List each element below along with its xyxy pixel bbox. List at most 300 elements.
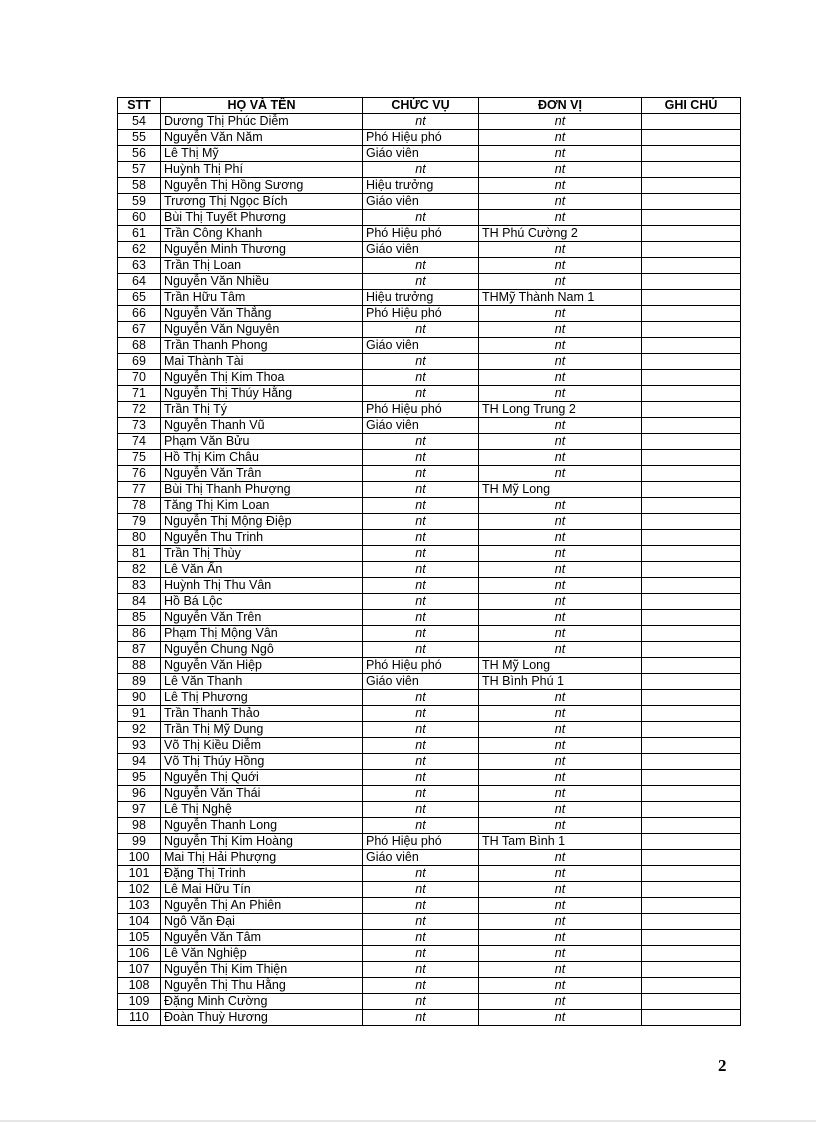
table-row — [118, 626, 741, 642]
cell-position: nt — [363, 210, 479, 226]
cell-full-name: Hồ Thị Kim Châu — [161, 450, 363, 466]
cell-stt: 101 — [118, 866, 161, 882]
cell-position: Giáo viên — [363, 338, 479, 354]
cell-full-name: Mai Thị Hải Phượng — [161, 850, 363, 866]
cell-stt: 65 — [118, 290, 161, 306]
cell-notes — [642, 530, 741, 546]
cell-stt: 75 — [118, 450, 161, 466]
cell-full-name: Nguyễn Chung Ngô — [161, 642, 363, 658]
table-row — [118, 386, 741, 402]
cell-notes — [642, 642, 741, 658]
cell-full-name: Lê Văn Thanh — [161, 674, 363, 690]
cell-position: nt — [363, 610, 479, 626]
cell-full-name: Lê Mai Hữu Tín — [161, 882, 363, 898]
table-row — [118, 834, 741, 850]
table-row — [118, 690, 741, 706]
cell-position: nt — [363, 930, 479, 946]
cell-full-name: Ngô Văn Đại — [161, 914, 363, 930]
cell-unit: nt — [479, 914, 642, 930]
cell-position: nt — [363, 482, 479, 498]
cell-position: nt — [363, 274, 479, 290]
cell-stt: 56 — [118, 146, 161, 162]
cell-notes — [642, 610, 741, 626]
cell-stt: 57 — [118, 162, 161, 178]
cell-unit: nt — [479, 978, 642, 994]
cell-unit: nt — [479, 610, 642, 626]
table-row — [118, 322, 741, 338]
cell-stt: 55 — [118, 130, 161, 146]
cell-unit: nt — [479, 930, 642, 946]
cell-position: nt — [363, 386, 479, 402]
cell-notes — [642, 130, 741, 146]
cell-notes — [642, 338, 741, 354]
cell-unit: nt — [479, 178, 642, 194]
cell-position: Phó Hiệu phó — [363, 130, 479, 146]
cell-unit: nt — [479, 882, 642, 898]
cell-full-name: Lê Văn Nghiệp — [161, 946, 363, 962]
cell-unit: nt — [479, 946, 642, 962]
cell-unit: nt — [479, 994, 642, 1010]
cell-unit: nt — [479, 194, 642, 210]
cell-position: Giáo viên — [363, 194, 479, 210]
cell-notes — [642, 802, 741, 818]
cell-full-name: Lê Thị Mỹ — [161, 146, 363, 162]
cell-full-name: Lê Thị Nghệ — [161, 802, 363, 818]
cell-position: nt — [363, 962, 479, 978]
cell-position: nt — [363, 866, 479, 882]
cell-notes — [642, 914, 741, 930]
header-row — [118, 98, 741, 114]
cell-full-name: Huỳnh Thị Thu Vân — [161, 578, 363, 594]
cell-notes — [642, 402, 741, 418]
table-row — [118, 1010, 741, 1026]
cell-notes — [642, 866, 741, 882]
table-row — [118, 274, 741, 290]
cell-unit: nt — [479, 258, 642, 274]
cell-notes — [642, 434, 741, 450]
cell-notes — [642, 706, 741, 722]
page-number: 2 — [718, 1056, 727, 1075]
cell-unit: nt — [479, 738, 642, 754]
cell-full-name: Nguyễn Thanh Long — [161, 818, 363, 834]
cell-notes — [642, 962, 741, 978]
cell-stt: 70 — [118, 370, 161, 386]
table-row — [118, 754, 741, 770]
cell-stt: 102 — [118, 882, 161, 898]
cell-notes — [642, 162, 741, 178]
cell-position: nt — [363, 562, 479, 578]
cell-unit: nt — [479, 130, 642, 146]
cell-stt: 61 — [118, 226, 161, 242]
table-row — [118, 978, 741, 994]
cell-unit: nt — [479, 466, 642, 482]
cell-stt: 94 — [118, 754, 161, 770]
cell-unit: nt — [479, 1010, 642, 1026]
cell-stt: 72 — [118, 402, 161, 418]
cell-position: nt — [363, 882, 479, 898]
cell-notes — [642, 850, 741, 866]
table-row — [118, 498, 741, 514]
cell-notes — [642, 898, 741, 914]
cell-position: nt — [363, 530, 479, 546]
cell-position: Giáo viên — [363, 146, 479, 162]
cell-notes — [642, 354, 741, 370]
cell-notes — [642, 994, 741, 1010]
cell-stt: 78 — [118, 498, 161, 514]
cell-unit: nt — [479, 370, 642, 386]
cell-position: nt — [363, 786, 479, 802]
table-row — [118, 914, 741, 930]
cell-unit: nt — [479, 818, 642, 834]
cell-notes — [642, 578, 741, 594]
cell-full-name: Nguyễn Văn Tâm — [161, 930, 363, 946]
cell-notes — [642, 482, 741, 498]
cell-stt: 58 — [118, 178, 161, 194]
table-row — [118, 594, 741, 610]
table-row — [118, 290, 741, 306]
cell-unit: TH Phú Cường 2 — [479, 226, 642, 242]
cell-full-name: Nguyễn Thu Trinh — [161, 530, 363, 546]
cell-stt: 104 — [118, 914, 161, 930]
cell-unit: nt — [479, 642, 642, 658]
table-row — [118, 658, 741, 674]
cell-unit: nt — [479, 562, 642, 578]
table-row — [118, 226, 741, 242]
table-row — [118, 562, 741, 578]
cell-stt: 99 — [118, 834, 161, 850]
cell-full-name: Trương Thị Ngọc Bích — [161, 194, 363, 210]
table-row — [118, 770, 741, 786]
cell-position: nt — [363, 354, 479, 370]
cell-position: nt — [363, 802, 479, 818]
cell-full-name: Nguyễn Văn Thái — [161, 786, 363, 802]
cell-full-name: Trần Thị Loan — [161, 258, 363, 274]
cell-full-name: Nguyễn Văn Hiệp — [161, 658, 363, 674]
cell-notes — [642, 626, 741, 642]
cell-stt: 76 — [118, 466, 161, 482]
cell-full-name: Đặng Minh Cường — [161, 994, 363, 1010]
cell-unit: TH Bình Phú 1 — [479, 674, 642, 690]
cell-stt: 60 — [118, 210, 161, 226]
table-row — [118, 802, 741, 818]
cell-notes — [642, 770, 741, 786]
cell-full-name: Dương Thị Phúc Diễm — [161, 114, 363, 130]
cell-unit: nt — [479, 338, 642, 354]
cell-position: nt — [363, 642, 479, 658]
cell-unit: nt — [479, 962, 642, 978]
cell-unit: nt — [479, 322, 642, 338]
table-row — [118, 178, 741, 194]
cell-full-name: Phạm Thị Mộng Vân — [161, 626, 363, 642]
cell-position: nt — [363, 994, 479, 1010]
table-row — [118, 642, 741, 658]
cell-position: nt — [363, 770, 479, 786]
cell-unit: nt — [479, 754, 642, 770]
cell-full-name: Trần Thị Mỹ Dung — [161, 722, 363, 738]
cell-position: nt — [363, 546, 479, 562]
cell-full-name: Trần Thanh Phong — [161, 338, 363, 354]
cell-position: nt — [363, 434, 479, 450]
cell-position: nt — [363, 258, 479, 274]
cell-stt: 100 — [118, 850, 161, 866]
cell-position: nt — [363, 978, 479, 994]
cell-full-name: Trần Thị Tý — [161, 402, 363, 418]
cell-unit: nt — [479, 578, 642, 594]
cell-stt: 88 — [118, 658, 161, 674]
cell-position: nt — [363, 898, 479, 914]
table-row — [118, 482, 741, 498]
cell-full-name: Nguyễn Thị Thu Hằng — [161, 978, 363, 994]
cell-unit: nt — [479, 162, 642, 178]
cell-full-name: Võ Thị Thúy Hồng — [161, 754, 363, 770]
cell-full-name: Trần Công Khanh — [161, 226, 363, 242]
cell-position: nt — [363, 690, 479, 706]
cell-full-name: Lê Thị Phương — [161, 690, 363, 706]
cell-stt: 87 — [118, 642, 161, 658]
cell-unit: TH Tam Bình 1 — [479, 834, 642, 850]
cell-notes — [642, 978, 741, 994]
cell-stt: 108 — [118, 978, 161, 994]
cell-full-name: Mai Thành Tài — [161, 354, 363, 370]
cell-full-name: Nguyễn Thị An Phiên — [161, 898, 363, 914]
cell-position: nt — [363, 114, 479, 130]
cell-stt: 63 — [118, 258, 161, 274]
cell-full-name: Nguyễn Thanh Vũ — [161, 418, 363, 434]
cell-stt: 97 — [118, 802, 161, 818]
cell-full-name: Đặng Thị Trinh — [161, 866, 363, 882]
cell-full-name: Nguyễn Thị Quới — [161, 770, 363, 786]
table-row — [118, 370, 741, 386]
cell-unit: nt — [479, 514, 642, 530]
cell-unit: nt — [479, 722, 642, 738]
cell-stt: 96 — [118, 786, 161, 802]
cell-notes — [642, 242, 741, 258]
cell-unit: TH Mỹ Long — [479, 658, 642, 674]
cell-position: Phó Hiệu phó — [363, 658, 479, 674]
cell-unit: nt — [479, 690, 642, 706]
cell-unit: nt — [479, 386, 642, 402]
table-row — [118, 898, 741, 914]
table-row — [118, 466, 741, 482]
cell-stt: 82 — [118, 562, 161, 578]
cell-stt: 103 — [118, 898, 161, 914]
cell-position: nt — [363, 626, 479, 642]
cell-full-name: Nguyễn Văn Thắng — [161, 306, 363, 322]
cell-full-name: Nguyễn Thị Kim Hoàng — [161, 834, 363, 850]
cell-notes — [642, 930, 741, 946]
cell-unit: nt — [479, 242, 642, 258]
cell-unit: nt — [479, 802, 642, 818]
cell-position: Phó Hiệu phó — [363, 402, 479, 418]
table-row — [118, 402, 741, 418]
cell-position: nt — [363, 914, 479, 930]
table-row — [118, 962, 741, 978]
cell-stt: 73 — [118, 418, 161, 434]
cell-unit: nt — [479, 770, 642, 786]
cell-position: Phó Hiệu phó — [363, 306, 479, 322]
table-row — [118, 738, 741, 754]
cell-notes — [642, 562, 741, 578]
cell-notes — [642, 450, 741, 466]
cell-stt: 68 — [118, 338, 161, 354]
cell-stt: 69 — [118, 354, 161, 370]
cell-unit: nt — [479, 626, 642, 642]
cell-unit: nt — [479, 306, 642, 322]
cell-stt: 81 — [118, 546, 161, 562]
cell-full-name: Nguyễn Văn Nguyên — [161, 322, 363, 338]
cell-full-name: Lê Văn Ẩn — [161, 562, 363, 578]
cell-position: nt — [363, 370, 479, 386]
cell-notes — [642, 146, 741, 162]
cell-unit: nt — [479, 594, 642, 610]
cell-notes — [642, 738, 741, 754]
cell-full-name: Nguyễn Văn Nhiều — [161, 274, 363, 290]
cell-full-name: Nguyễn Thị Kim Thiện — [161, 962, 363, 978]
cell-stt: 54 — [118, 114, 161, 130]
cell-position: nt — [363, 514, 479, 530]
table-row — [118, 706, 741, 722]
cell-notes — [642, 690, 741, 706]
cell-full-name: Nguyễn Văn Trên — [161, 610, 363, 626]
cell-notes — [642, 1010, 741, 1026]
table-row — [118, 258, 741, 274]
cell-notes — [642, 386, 741, 402]
cell-notes — [642, 370, 741, 386]
staff-table — [117, 97, 741, 1026]
cell-notes — [642, 210, 741, 226]
cell-unit: nt — [479, 210, 642, 226]
cell-position: nt — [363, 706, 479, 722]
cell-notes — [642, 546, 741, 562]
table-row — [118, 194, 741, 210]
cell-full-name: Hồ Bá Lộc — [161, 594, 363, 610]
cell-full-name: Bùi Thị Thanh Phượng — [161, 482, 363, 498]
cell-stt: 74 — [118, 434, 161, 450]
cell-stt: 107 — [118, 962, 161, 978]
cell-stt: 85 — [118, 610, 161, 626]
table-row — [118, 514, 741, 530]
cell-notes — [642, 674, 741, 690]
cell-position: nt — [363, 162, 479, 178]
cell-position: nt — [363, 754, 479, 770]
table-row — [118, 930, 741, 946]
header-unit: ĐƠN VỊ — [479, 98, 642, 114]
table-row — [118, 722, 741, 738]
cell-stt: 64 — [118, 274, 161, 290]
cell-stt: 89 — [118, 674, 161, 690]
table-row — [118, 946, 741, 962]
table-row — [118, 242, 741, 258]
table-row — [118, 674, 741, 690]
cell-full-name: Phạm Văn Bửu — [161, 434, 363, 450]
cell-position: Phó Hiệu phó — [363, 834, 479, 850]
cell-full-name: Trần Thanh Thảo — [161, 706, 363, 722]
cell-full-name: Bùi Thị Tuyết Phương — [161, 210, 363, 226]
table-header — [118, 98, 741, 114]
cell-notes — [642, 514, 741, 530]
table-row — [118, 210, 741, 226]
cell-unit: TH Mỹ Long — [479, 482, 642, 498]
cell-position: nt — [363, 450, 479, 466]
cell-notes — [642, 882, 741, 898]
table-row — [118, 530, 741, 546]
cell-unit: nt — [479, 898, 642, 914]
page-bottom-divider — [0, 1120, 816, 1122]
cell-notes — [642, 754, 741, 770]
cell-position: Giáo viên — [363, 242, 479, 258]
cell-stt: 77 — [118, 482, 161, 498]
cell-full-name: Nguyễn Văn Năm — [161, 130, 363, 146]
cell-unit: nt — [479, 450, 642, 466]
cell-stt: 59 — [118, 194, 161, 210]
cell-full-name: Trần Thị Thùy — [161, 546, 363, 562]
cell-stt: 106 — [118, 946, 161, 962]
cell-position: nt — [363, 322, 479, 338]
table-row — [118, 610, 741, 626]
cell-unit: THMỹ Thành Nam 1 — [479, 290, 642, 306]
cell-position: nt — [363, 578, 479, 594]
cell-unit: nt — [479, 434, 642, 450]
cell-stt: 105 — [118, 930, 161, 946]
cell-position: Giáo viên — [363, 674, 479, 690]
table-row — [118, 786, 741, 802]
cell-position: nt — [363, 738, 479, 754]
table-row — [118, 994, 741, 1010]
cell-position: Phó Hiệu phó — [363, 226, 479, 242]
table-row — [118, 450, 741, 466]
cell-unit: nt — [479, 546, 642, 562]
table-body — [118, 114, 741, 1026]
cell-notes — [642, 290, 741, 306]
cell-position: Hiệu trưởng — [363, 178, 479, 194]
cell-full-name: Nguyễn Văn Trân — [161, 466, 363, 482]
cell-stt: 110 — [118, 1010, 161, 1026]
cell-stt: 91 — [118, 706, 161, 722]
cell-notes — [642, 722, 741, 738]
cell-stt: 93 — [118, 738, 161, 754]
cell-stt: 62 — [118, 242, 161, 258]
cell-position: nt — [363, 818, 479, 834]
cell-notes — [642, 594, 741, 610]
cell-notes — [642, 834, 741, 850]
header-stt: STT — [118, 98, 161, 114]
cell-stt: 83 — [118, 578, 161, 594]
table-row — [118, 866, 741, 882]
cell-notes — [642, 226, 741, 242]
cell-stt: 71 — [118, 386, 161, 402]
cell-position: Giáo viên — [363, 418, 479, 434]
cell-notes — [642, 274, 741, 290]
cell-stt: 109 — [118, 994, 161, 1010]
cell-unit: nt — [479, 146, 642, 162]
cell-unit: nt — [479, 850, 642, 866]
cell-notes — [642, 658, 741, 674]
table-row — [118, 162, 741, 178]
cell-full-name: Nguyễn Minh Thương — [161, 242, 363, 258]
cell-notes — [642, 194, 741, 210]
cell-stt: 80 — [118, 530, 161, 546]
cell-unit: nt — [479, 418, 642, 434]
cell-position: nt — [363, 1010, 479, 1026]
cell-stt: 95 — [118, 770, 161, 786]
cell-unit: nt — [479, 274, 642, 290]
cell-notes — [642, 418, 741, 434]
cell-stt: 67 — [118, 322, 161, 338]
cell-notes — [642, 178, 741, 194]
table-row — [118, 338, 741, 354]
table-row — [118, 306, 741, 322]
cell-position: Hiệu trưởng — [363, 290, 479, 306]
